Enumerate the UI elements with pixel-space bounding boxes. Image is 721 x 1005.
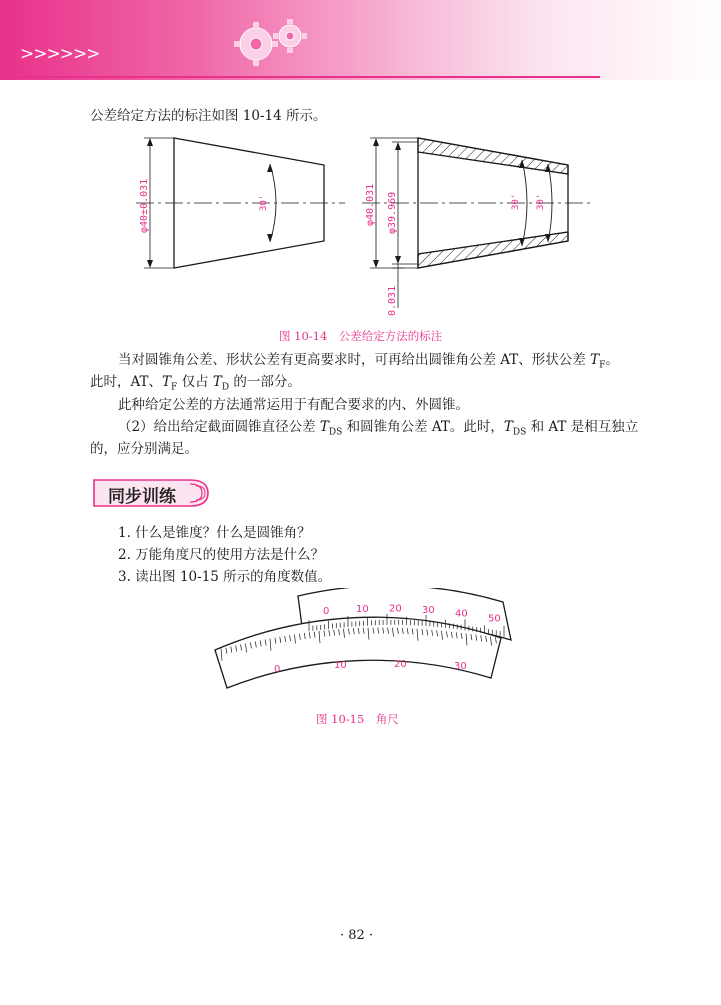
left-diameter-label: φ40±0.031 (139, 178, 150, 233)
page-header (0, 0, 721, 80)
section-badge (90, 476, 210, 508)
paragraph-2: 此时，AT、$T_F$ 仅占 $T_D$ 的一部分。 (90, 374, 301, 393)
main-scale-label: 20 (394, 658, 407, 670)
figure-2-caption: 图 10-15 角尺 (316, 712, 399, 726)
right-angle-label-2: 30' (536, 193, 546, 210)
right-tolerance-label: 0.031 (387, 285, 398, 316)
question-2: 2. 万能角度尺的使用方法是什么？ (118, 547, 325, 563)
chevron-decoration: >>>>>> (20, 44, 100, 64)
vernier-label: 50 (488, 613, 501, 625)
main-scale-label: 10 (334, 659, 347, 671)
main-scale-label: 0 (274, 663, 281, 675)
vernier-label: 30 (422, 604, 435, 616)
paragraph-4: （2）给出给定截面圆锥直径公差 $T_{DS}$ 和圆锥角公差 AT。此时，$T_{DS}$ 和 AT 是相互独立 (118, 419, 639, 438)
question-1: 1. 什么是锥度？什么是圆锥角？ (118, 525, 311, 541)
left-angle-label: 30' (259, 194, 269, 211)
figure-1-caption: 图 10-14 公差给定方法的标注 (279, 329, 443, 343)
vernier-label: 20 (389, 603, 402, 615)
vernier-label: 10 (356, 603, 369, 615)
paragraph-5: 的，应分别满足。 (90, 441, 198, 457)
intro-text: 公差给定方法的标注如图 10-14 所示。 (90, 108, 327, 124)
right-angle-label-1: 30' (511, 193, 521, 210)
figure-angle-ruler (205, 588, 525, 703)
vernier-label: 0 (323, 606, 330, 617)
figure-cone-tolerance (130, 128, 600, 320)
question-3: 3. 读出图 10-15 所示的角度数值。 (118, 569, 332, 585)
header-rule (0, 76, 600, 78)
paragraph-3: 此种给定公差的方法通常运用于有配合要求的内、外圆锥。 (118, 397, 469, 413)
vernier-label: 40 (455, 608, 468, 620)
section-title: 同步训练 (108, 487, 176, 507)
gear-icon (228, 14, 318, 72)
right-outer-diameter-label: φ40.031 (365, 183, 376, 226)
main-scale (215, 617, 501, 688)
page-number: · 82 · (340, 928, 374, 943)
main-scale-label: 30 (454, 661, 467, 673)
paragraph-1: 当对圆锥角公差、形状公差有更高要求时，可再给出圆锥角公差 AT、形状公差 $T_F$。 (118, 352, 619, 371)
right-inner-diameter-label: φ39.969 (387, 191, 398, 234)
